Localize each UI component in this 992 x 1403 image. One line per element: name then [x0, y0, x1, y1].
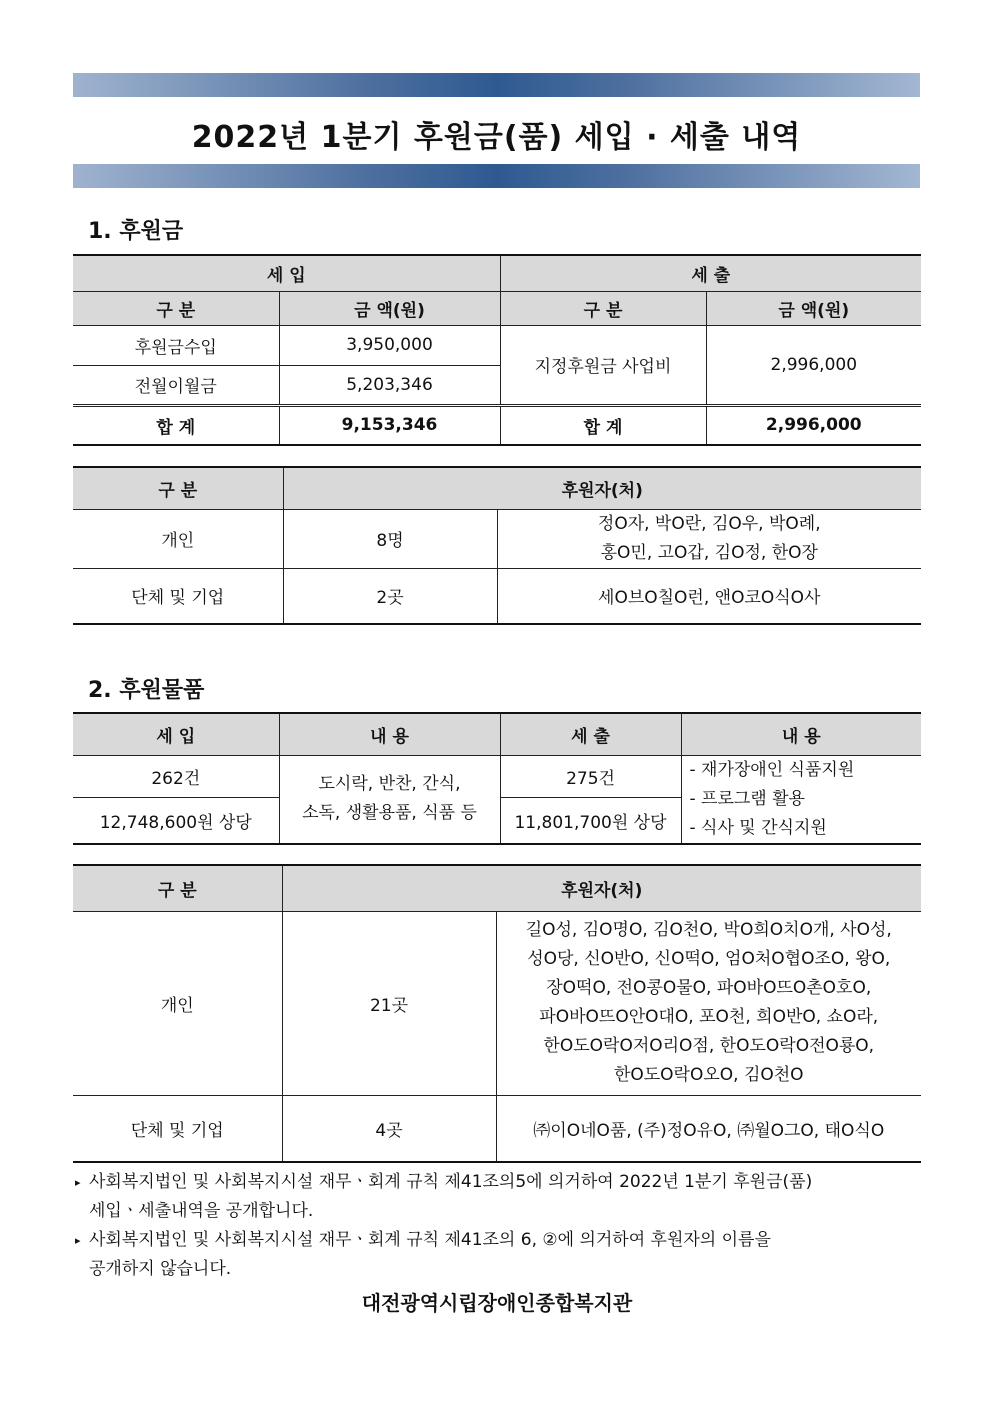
expense-value: 11,801,700원 상당 [500, 797, 681, 843]
goods-content-line: 도시락, 반찬, 간식, [318, 774, 461, 794]
goods-content [279, 755, 500, 844]
income-value: 12,748,600원 상당 [73, 797, 279, 843]
donor-count: 8명 [283, 509, 497, 568]
donor-count: 2곳 [283, 568, 497, 624]
triangle-bullet-icon: ▸ [75, 1234, 81, 1247]
donor-type: 단체 및 기업 [73, 568, 283, 624]
donor-type: 개인 [73, 509, 283, 568]
note-line: 세입ㆍ세출내역을 공개합니다. [89, 1201, 314, 1221]
bottom-decorative-band [73, 164, 920, 188]
top-decorative-band [73, 73, 920, 97]
col-gubun: 구 분 [500, 291, 706, 325]
goods-content-line: 소독, 생활용품, 식품 등 [302, 803, 477, 823]
money-donor-table [73, 466, 921, 625]
note-line: 사회복지법인 및 사회복지시설 재무ㆍ회계 규칙 제41조의5에 의거하여 2022년 1분기 후원금(품) [89, 1172, 813, 1192]
donor-names-line: 홍O민, 고O갑, 김O정, 한O장 [600, 542, 818, 563]
col-gubun: 구 분 [73, 865, 282, 911]
total-income: 9,153,346 [279, 405, 500, 445]
donor-names-line: 정O자, 박O란, 김O우, 박O례, [597, 513, 821, 534]
section1-heading: 1. 후원금 [88, 219, 184, 244]
expense-count: 275건 [500, 755, 681, 797]
donor-names: ㈜이O네O품, (주)정O유O, ㈜월O그O, 태O식O [496, 1095, 921, 1162]
donor-count: 4곳 [282, 1095, 496, 1162]
income-amount: 5,203,346 [279, 365, 500, 405]
note-line: 사회복지법인 및 사회복지시설 재무ㆍ회계 규칙 제41조의 6, ②에 의거하여 후원자의 이름을 [89, 1230, 771, 1250]
donor-names [497, 509, 921, 568]
donor-count: 21곳 [282, 911, 496, 1095]
col-income: 세 입 [73, 713, 279, 755]
goods-donor-table [73, 864, 921, 1163]
total-label: 합 계 [500, 405, 706, 445]
usage-item: - 식사 및 간식지원 [689, 817, 827, 838]
col-donor: 후원자(처) [283, 467, 921, 509]
donor-names-line: 장O떡O, 전O콩O물O, 파O바O뜨O촌O호O, [546, 978, 872, 998]
total-expense: 2,996,000 [706, 405, 921, 445]
donor-names-line: 성O당, 신O반O, 신O떡O, 엄O처O협O조O, 왕O, [527, 949, 891, 969]
triangle-bullet-icon: ▸ [75, 1176, 81, 1189]
note-item [73, 1168, 921, 1226]
income-count: 262건 [73, 755, 279, 797]
usage-list [681, 755, 921, 844]
page-title: 2022년 1분기 후원금(품) 세입 · 세출 내역 [191, 120, 802, 155]
note-line: 공개하지 않습니다. [89, 1259, 232, 1279]
col-gubun: 구 분 [73, 467, 283, 509]
donation-goods-table [73, 712, 921, 845]
notes [73, 1168, 921, 1284]
col-expense: 세 출 [500, 713, 681, 755]
donor-type: 단체 및 기업 [73, 1095, 282, 1162]
donor-names: 세O브O칠O런, 앤O코O식O사 [497, 568, 921, 624]
col-content: 내 용 [279, 713, 500, 755]
donor-names-line: 길O성, 김O명O, 김O천O, 박O희O치O개, 사O성, [525, 920, 892, 940]
col-content: 내 용 [681, 713, 921, 755]
col-amount: 금 액(원) [706, 291, 921, 325]
donor-names-line: 한O도O락O저O리O점, 한O도O락O전O룡O, [543, 1036, 875, 1056]
expense-label: 지정후원금 사업비 [500, 325, 706, 405]
donor-names-line: 파O바O뜨O안O대O, 포O천, 희O반O, 쇼O라, [539, 1007, 879, 1027]
income-label: 후원금수입 [73, 325, 279, 365]
income-header: 세 입 [73, 255, 500, 291]
expense-amount: 2,996,000 [706, 325, 921, 405]
col-amount: 금 액(원) [279, 291, 500, 325]
donor-names [496, 911, 921, 1095]
donor-names-line: 한O도O락O오O, 김O천O [613, 1065, 804, 1085]
income-amount: 3,950,000 [279, 325, 500, 365]
income-label: 전월이월금 [73, 365, 279, 405]
section2-heading: 2. 후원물품 [88, 678, 205, 703]
total-label: 합 계 [73, 405, 279, 445]
expense-header: 세 출 [500, 255, 921, 291]
note-item [73, 1226, 921, 1284]
col-donor: 후원자(처) [282, 865, 921, 911]
donation-money-table [73, 254, 921, 446]
usage-item: - 재가장애인 식품지원 [689, 759, 855, 780]
organization-name: 대전광역시립장애인종합복지관 [361, 1291, 633, 1315]
usage-item: - 프로그램 활용 [689, 788, 805, 809]
donor-type: 개인 [73, 911, 282, 1095]
col-gubun: 구 분 [73, 291, 279, 325]
